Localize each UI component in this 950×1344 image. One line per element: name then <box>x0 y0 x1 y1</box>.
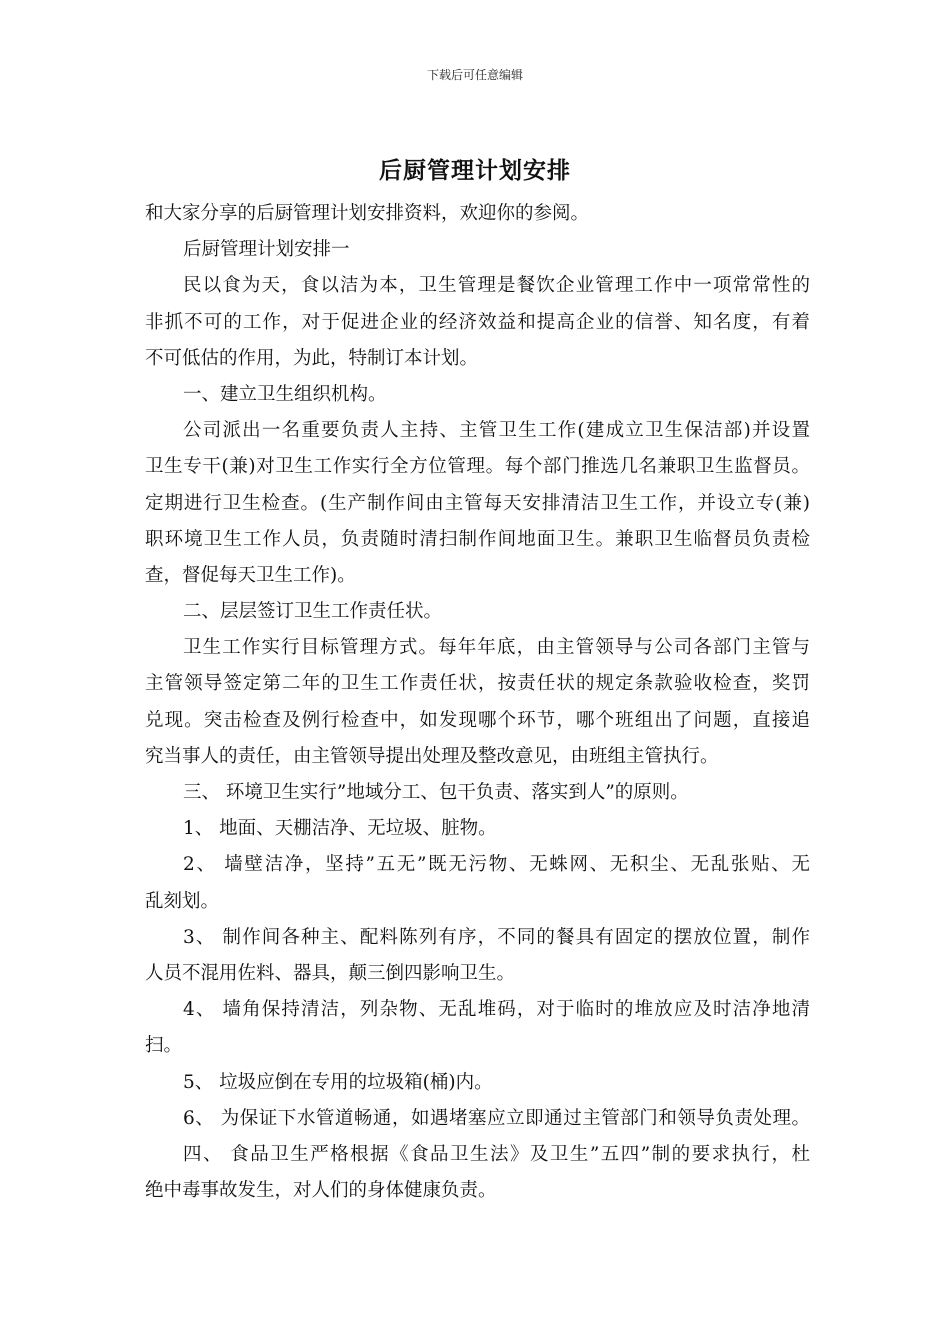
text-line: 定期进行卫生检查。(生产制作间由主管每天安排清洁卫生工作，并设立专(兼) <box>145 492 810 514</box>
text-line: 兑现。突击检查及例行检查中，如发现哪个环节，哪个班组出了问题，直接追 <box>145 709 810 731</box>
document-body <box>145 196 810 1209</box>
text-line: 乱刻划。 <box>145 890 220 912</box>
text-line: 1、 地面、天棚洁净、无垃圾、脏物。 <box>183 818 497 840</box>
text-line: 一、建立卫生组织机构。 <box>183 383 387 405</box>
text-line: 后厨管理计划安排一 <box>183 239 350 261</box>
text-line: 扫。 <box>145 1035 183 1057</box>
text-line: 二、层层签订卫生工作责任状。 <box>183 601 443 623</box>
text-line: 民以食为天，食以洁为本，卫生管理是餐饮企业管理工作中一项常常性的 <box>183 275 810 297</box>
text-line: 公司派出一名重要负责人主持、主管卫生工作(建成立卫生保洁部)并设置 <box>183 420 810 442</box>
text-line: 究当事人的责任，由主管领导提出处理及整改意见，由班组主管执行。 <box>145 745 719 767</box>
text-line: 3、 制作间各种主、配料陈列有序，不同的餐具有固定的摆放位置，制作 <box>183 926 810 948</box>
text-line: 6、 为保证下水管道畅通，如遇堵塞应立即通过主管部门和领导负责处理。 <box>183 1107 810 1129</box>
text-line: 职环境卫生工作人员，负责随时清扫制作间地面卫生。兼职卫生临督员负责检 <box>145 528 810 550</box>
text-line: 卫生专干(兼)对卫生工作实行全方位管理。每个部门推选几名兼职卫生监督员。 <box>145 456 810 478</box>
text-line: 不可低估的作用，为此，特制订本计划。 <box>145 347 479 369</box>
text-line: 5、 垃圾应倒在专用的垃圾箱(桶)内。 <box>183 1071 493 1093</box>
text-line: 绝中毒事故发生，对人们的身体健康负责。 <box>145 1180 497 1202</box>
text-line: 卫生工作实行目标管理方式。每年年底，由主管领导与公司各部门主管与 <box>183 637 810 659</box>
text-line: 三、 环境卫生实行”地域分工、包干负责、落实到人”的原则。 <box>183 782 689 803</box>
text-line: 四、 食品卫生严格根据《食品卫生法》及卫生”五四”制的要求执行，杜 <box>183 1143 810 1165</box>
page-header-note: 下载后可任意编辑 <box>426 68 523 82</box>
text-line: 人员不混用佐料、器具，颠三倒四影响卫生。 <box>145 962 516 984</box>
document-title: 后厨管理计划安排 <box>379 157 571 184</box>
text-line: 4、 墙角保持清洁，列杂物、无乱堆码，对于临时的堆放应及时洁净地清 <box>183 999 810 1021</box>
text-line: 和大家分享的后厨管理计划安排资料，欢迎你的参阅。 <box>145 203 590 224</box>
text-line: 主管领导签定第二年的卫生工作责任状，按责任状的规定条款验收检查，奖罚 <box>145 673 810 695</box>
text-line: 查，督促每天卫生工作)。 <box>145 564 356 586</box>
text-line: 2、 墙壁洁净，坚持”五无”既无污物、无蛛网、无积尘、无乱张贴、无 <box>183 854 810 876</box>
text-line: 非抓不可的工作，对于促进企业的经济效益和提高企业的信誉、知名度，有着 <box>145 311 810 333</box>
